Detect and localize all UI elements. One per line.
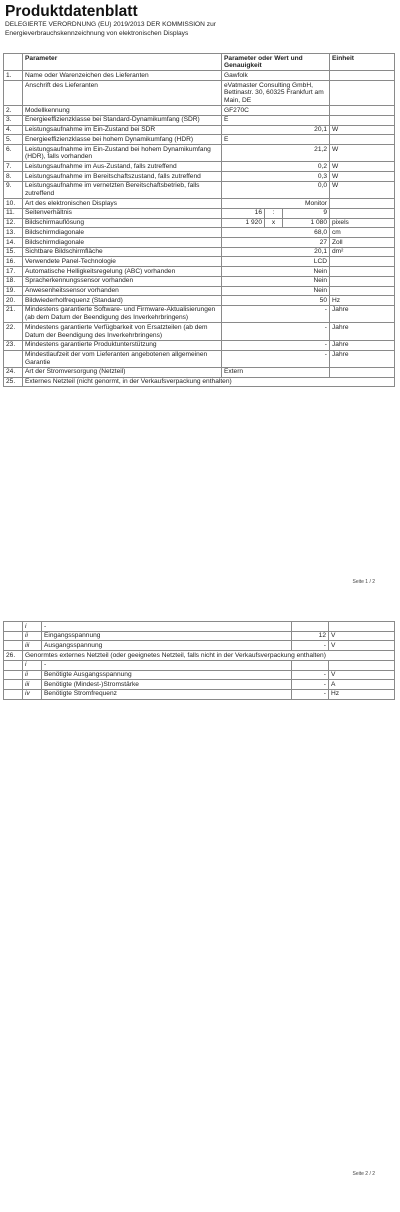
row-parameter: Genormtes externes Netzteil (oder geeignetes Netzteil, falls nicht in der Verkaufsverpackung enthalten) [23,651,395,661]
row-number: 13. [4,228,23,238]
table-row [4,367,395,377]
row-unit [330,286,395,296]
row-parameter: Anschrift des Lieferanten [23,81,222,106]
row-number: 4. [4,125,23,135]
row-unit: Zoll [330,238,395,248]
row-number: 18. [4,276,23,286]
sub-parameter: Benötigte (Mindest-)Stromstärke [42,680,292,690]
row-unit [330,208,395,218]
table-row [4,218,395,228]
row-number [4,81,23,106]
sub-unit: V [329,631,395,641]
row-number-empty [4,641,23,651]
row-number: 20. [4,296,23,306]
sub-value [292,622,329,632]
table-row [4,257,395,267]
row-value: Nein [222,267,330,277]
header-parameter: Parameter [23,54,222,71]
table-row [4,162,395,172]
row-value: - [222,350,330,367]
row-parameter: Automatische Helligkeitsregelung (ABC) vorhanden [23,267,222,277]
row-parameter: Leistungsaufnahme im Aus-Zustand, falls zutreffend [23,162,222,172]
row-number: 12. [4,218,23,228]
row-unit [330,199,395,209]
row-number: 21. [4,305,23,322]
sub-index: iv [23,689,42,699]
sub-index: iii [23,641,42,651]
row-number: 2. [4,106,23,116]
row-value-separator: x [265,218,283,228]
table-row [4,199,395,209]
row-parameter: Leistungsaufnahme im Ein-Zustand bei hohem Dynamikumfang (HDR), falls vorhanden [23,145,222,162]
table-row [4,651,395,661]
row-unit: W [330,145,395,162]
row-parameter: Mindestens garantierte Produktunterstützung [23,340,222,350]
row-unit: cm [330,228,395,238]
row-value: - [222,305,330,322]
row-number: 24. [4,367,23,377]
row-unit [330,135,395,145]
sub-parameter: - [42,660,292,670]
row-number: 6. [4,145,23,162]
row-unit: pixels [330,218,395,228]
row-unit: W [330,181,395,198]
header-num [4,54,23,71]
table-header-row [4,54,395,71]
row-number-empty [4,631,23,641]
table-row [4,286,395,296]
row-parameter: Mindestens garantierte Verfügbarkeit von Ersatzteilen (ab dem Datum der Beendigung des Inverkehrbringens) [23,323,222,340]
row-value: E [222,135,330,145]
table-row [4,350,395,367]
row-value: 50 [222,296,330,306]
row-unit [330,267,395,277]
row-parameter: Art der Stromversorgung (Netzteil) [23,367,222,377]
table-row [4,172,395,182]
sub-parameter: Eingangsspannung [42,631,292,641]
row-parameter: Mindestens garantierte Software- und Firmware-Aktualisierungen (ab dem Datum der Beendigung des Inverkehrbringens) [23,305,222,322]
row-parameter: Bildschirmdiagonale [23,228,222,238]
row-unit [330,115,395,125]
row-value: Nein [222,276,330,286]
row-unit: W [330,172,395,182]
sub-index: i [23,622,42,632]
power-supply-table [3,621,395,700]
row-number: 3. [4,115,23,125]
row-unit: W [330,162,395,172]
row-parameter: Bildschirmdiagonale [23,238,222,248]
sub-row [4,622,395,632]
row-value: Nein [222,286,330,296]
row-number-empty [4,660,23,670]
sub-index: i [23,660,42,670]
row-number-empty [4,670,23,680]
row-parameter: Art des elektronischen Displays [23,199,222,209]
row-number: 22. [4,323,23,340]
sub-parameter: Benötigte Ausgangsspannung [42,670,292,680]
row-value: LCD [222,257,330,267]
row-number: 8. [4,172,23,182]
sub-parameter: - [42,622,292,632]
sub-parameter: Benötigte Stromfrequenz [42,689,292,699]
row-value: E [222,115,330,125]
row-parameter: Modellkennung [23,106,222,116]
table-row [4,238,395,248]
row-number: 19. [4,286,23,296]
row-value: Gawfolk [222,71,330,81]
sub-row [4,631,395,641]
row-value: 0,2 [222,162,330,172]
row-number: 7. [4,162,23,172]
row-parameter: Leistungsaufnahme im vernetzten Bereitschaftsbetrieb, falls zutreffend [23,181,222,198]
regulation-line-1: DELEGIERTE VERORDNUNG (EU) 2019/2013 DER KOMMISSION zur [5,21,216,28]
page-title: Produktdatenblatt [5,3,138,20]
row-unit [330,276,395,286]
table-row [4,340,395,350]
row-parameter: Bildwiederholfrequenz (Standard) [23,296,222,306]
row-number-empty [4,622,23,632]
table-row [4,247,395,257]
row-parameter: Verwendete Panel-Technologie [23,257,222,267]
sub-index: ii [23,670,42,680]
row-unit: Jahre [330,305,395,322]
row-number: 15. [4,247,23,257]
sub-unit [329,622,395,632]
row-parameter: Leistungsaufnahme im Bereitschaftszustand, falls zutreffend [23,172,222,182]
table-row [4,125,395,135]
sub-unit: Hz [329,689,395,699]
row-value: 0,3 [222,172,330,182]
sub-value: - [292,670,329,680]
row-parameter: Bildschirmauflösung [23,218,222,228]
row-value: Extern [222,367,330,377]
table-row [4,208,395,218]
sub-row [4,670,395,680]
row-number: 23. [4,340,23,350]
table-row [4,135,395,145]
row-number: 17. [4,267,23,277]
row-number: 25. [4,377,23,387]
row-value: 21,2 [222,145,330,162]
sub-unit: V [329,670,395,680]
sub-value: - [292,689,329,699]
row-unit: Jahre [330,323,395,340]
row-parameter: Name oder Warenzeichen des Lieferanten [23,71,222,81]
row-parameter: Sichtbare Bildschirmfläche [23,247,222,257]
row-unit [330,71,395,81]
row-value: 0,0 [222,181,330,198]
row-value: 27 [222,238,330,248]
row-unit [330,367,395,377]
row-parameter: Leistungsaufnahme im Ein-Zustand bei SDR [23,125,222,135]
row-value: - [222,340,330,350]
row-value-first: 1 920 [222,218,265,228]
sub-value: - [292,641,329,651]
row-number: 14. [4,238,23,248]
sub-row [4,680,395,690]
row-value-second: 1 080 [283,218,330,228]
row-parameter: Mindestlaufzeit der vom Lieferanten angebotenen allgemeinen Garantie [23,350,222,367]
row-value-first: 16 [222,208,265,218]
table-row [4,305,395,322]
table-row [4,181,395,198]
row-number-empty [4,680,23,690]
row-unit [330,257,395,267]
row-unit [330,106,395,116]
sub-row [4,689,395,699]
sub-row [4,641,395,651]
row-number: 11. [4,208,23,218]
row-unit: W [330,125,395,135]
row-parameter: Seitenverhältnis [23,208,222,218]
table-row [4,377,395,387]
row-number: 26. [4,651,23,661]
header-value: Parameter oder Wert und Genauigkeit [222,54,330,71]
row-parameter: Spracherkennungssensor vorhanden [23,276,222,286]
row-value: 20,1 [222,247,330,257]
table-row [4,71,395,81]
row-value: 20,1 [222,125,330,135]
table-row [4,145,395,162]
page-number-1: Seite 1 / 2 [352,579,375,585]
row-number: 5. [4,135,23,145]
sub-value [292,660,329,670]
sub-value: - [292,680,329,690]
sub-unit: A [329,680,395,690]
row-value: GF270C [222,106,330,116]
row-unit: Jahre [330,350,395,367]
header-unit: Einheit [330,54,395,71]
row-number-empty [4,689,23,699]
row-number: 16. [4,257,23,267]
row-value: Monitor [222,199,330,209]
table-row [4,81,395,106]
page-number-2: Seite 2 / 2 [352,1171,375,1177]
row-unit [330,81,395,106]
table-row [4,323,395,340]
table-row [4,267,395,277]
row-value-separator: : [265,208,283,218]
table-row [4,106,395,116]
row-number: 1. [4,71,23,81]
table-row [4,296,395,306]
row-unit: dm² [330,247,395,257]
row-unit: Hz [330,296,395,306]
row-parameter: Energieeffizienzklasse bei Standard-Dynamikumfang (SDR) [23,115,222,125]
sub-index: iii [23,680,42,690]
row-number: 9. [4,181,23,198]
row-parameter: Externes Netzteil (nicht genormt, in der Verkaufsverpackung enthalten) [23,377,395,387]
row-parameter: Energieeffizienzklasse bei hohem Dynamikumfang (HDR) [23,135,222,145]
row-value: eVatmaster Consulting GmbH, Bettinastr. 30, 60325 Frankfurt am Main, DE [222,81,330,106]
row-number: 10. [4,199,23,209]
sub-parameter: Ausgangsspannung [42,641,292,651]
sub-unit [329,660,395,670]
table-row [4,276,395,286]
table-row [4,115,395,125]
regulation-line-2: Energieverbrauchskennzeichnung von elektronischen Displays [5,30,189,37]
row-number [4,350,23,367]
sub-unit: V [329,641,395,651]
row-value: - [222,323,330,340]
row-value: 68,0 [222,228,330,238]
table-row [4,228,395,238]
row-parameter: Anwesenheitssensor vorhanden [23,286,222,296]
row-unit: Jahre [330,340,395,350]
product-data-table [3,53,395,387]
sub-value: 12 [292,631,329,641]
sub-row [4,660,395,670]
sub-index: ii [23,631,42,641]
row-value-second: 9 [283,208,330,218]
